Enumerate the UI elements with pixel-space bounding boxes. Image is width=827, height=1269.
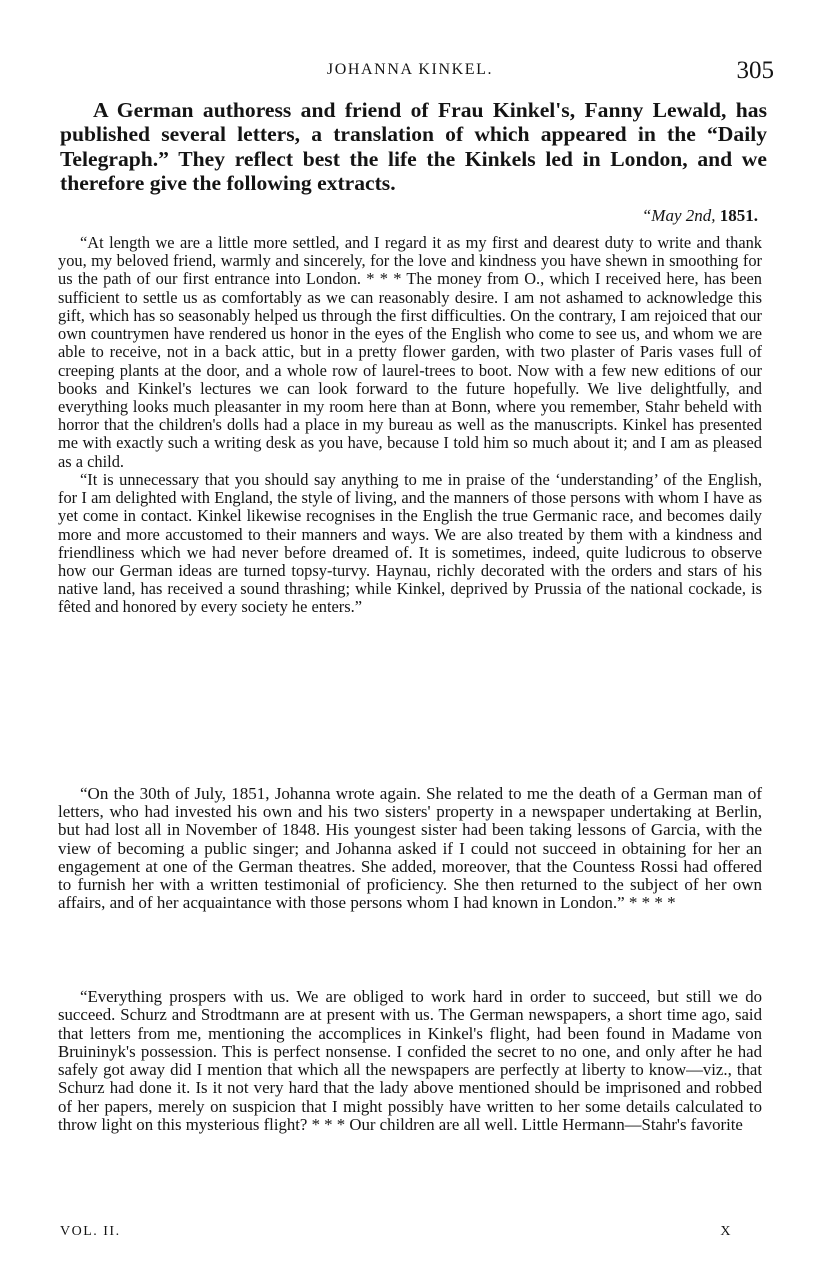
- running-header: [50, 57, 774, 85]
- letter-may-1851: [58, 234, 762, 617]
- letter-dateline: [642, 206, 758, 226]
- letter-paragraph-settled: “At length we are a little more settled, and I regard it as my first and dearest duty to write and thank you, my beloved friend, warmly and sincerely, for the love and kindness you have shewn in smoothing for us the path of our first entrance into London. * * * The money from O., which I received here, has been sufficient to settle us as comfortably as we can reasonably desire. I am not ashamed to acknowledge this gift, which has so seasonably helped us through the first difficulties. On the contrary, I am rejoiced that our own countrymen have rendered us honor in the eyes of the English who come to see us, and whom we are able to receive, not in a back attic, but in a pretty flower garden, with two plaster of Paris vases full of creeping plants at the door, and a whole row of laurel-trees to boot. Now with a few new editions of our books and Kinkel's lectures we can look forward to the future hopefully. We live delightfully, and everything looks much pleasanter in my room here than at Bonn, where you remember, Stahr beheld with horror that the children's dolls had a place in my bureau as well as the manuscripts. Kinkel has presented me with exactly such a writing desk as you have, because I told him so much about it; and I am as pleased as a child.: [58, 233, 762, 471]
- intro-paragraph: A German authoress and friend of Frau Kinkel's, Fanny Lewald, has published several letters, a translation of which appeared in the “Daily Telegraph.” They reflect best the life the Kinkels led in London, and we therefore give the following extracts.: [60, 98, 767, 195]
- dateline-date: “May 2nd,: [641, 206, 716, 225]
- letter-everything-prospers: [58, 988, 762, 1134]
- volume-mark: VOL. II.: [60, 1224, 121, 1239]
- dateline-year: 1851.: [719, 206, 758, 225]
- page-number: 305: [736, 57, 774, 84]
- page-footer: [60, 1224, 732, 1244]
- letter-paragraph-july: “On the 30th of July, 1851, Johanna wrote again. She related to me the death of a German man of letters, who had invested his own and his two sisters' property in a newspaper undertaking at Berlin, but had lost all in November of 1848. His youngest sister had been taking lessons of Garcia, with the view of becoming a public singer; and Johanna asked if I could not succeed in obtaining for her an engagement at one of the German theatres. She added, moreover, that the Countess Rossi had offered to furnish her with a written testimonial of proficiency. She then returned to the subject of her own affairs, and of her acquaintance with those persons whom I had known in London.” * * * *: [58, 784, 762, 913]
- running-title: JOHANNA KINKEL.: [326, 61, 494, 78]
- letter-paragraph-english: “It is unnecessary that you should say anything to me in praise of the ‘understanding’ of the English, for I am delighted with England, the style of living, and the manners of those persons with whom I have as yet come in contact. Kinkel likewise recognises in the English the true Germanic race, and becomes daily more and more accustomed to their manners and ways. We are also treated by them with a kindness and friendliness which we had never before dreamed of. It is sometimes, indeed, quite ludicrous to observe how our German ideas are turned topsy-turvy. Haynau, richly decorated with the orders and stars of his native land, has received a sound thrashing; while Kinkel, deprived by Prussia of the national cockade, is fêted and honored by every society he enters.”: [58, 469, 762, 617]
- signature-mark: X: [720, 1224, 732, 1239]
- letter-paragraph-prospers: “Everything prospers with us. We are obliged to work hard in order to succeed, but still we do succeed. Schurz and Strodtmann are at present with us. The German newspapers, a short time ago, said that letters from me, mentioning the accomplices in Kinkel's flight, had been found in Madame von Bruininyk's possession. This is perfect nonsense. I confided the secret to no one, and only after he had safely got away did I mention that which all the newspapers are perfectly at liberty to know—viz., that Schurz had done it. Is it not very hard that the lady above mentioned should be imprisoned and robbed of her papers, merely on suspicion that I might possibly have written to her some details calculated to throw light on this mysterious flight? * * * Our children are all well. Little Hermann—Stahr's favorite: [58, 987, 762, 1134]
- letter-july-1851: [58, 785, 762, 912]
